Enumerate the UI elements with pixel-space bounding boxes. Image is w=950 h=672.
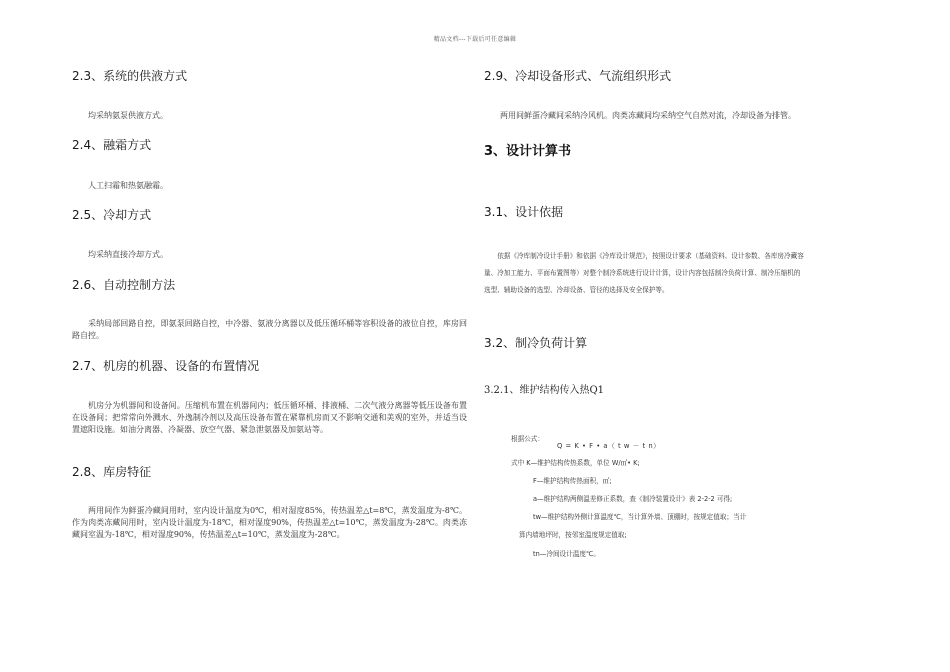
- formula-line: 式中 K—维护结构传热系数，单位 W/㎡• K;: [511, 459, 640, 467]
- paragraph-3-1: 依据《冷库制冷设计手册》和依据《冷库设计规范》，按照设计要求（基础资料、设计参数、各库房冷藏容量、冷加工能力、平面布置图等）对整个制冷系统进行设计计算，设计内容包括制冷负荷计算、制冷压缩机的选型、辅助设备的选型、冷却设备、管径的选择及安全保护等。: [484, 252, 804, 294]
- formula-label: 根据公式：: [511, 435, 544, 443]
- formula-line: tw—维护结构外侧计算温度℃，当计算外墙、顶棚时，按规定值取；当计: [533, 513, 747, 521]
- heading-3: 3、设计计算书: [484, 144, 572, 159]
- page-header-watermark: 精品文档---下载后可任意编辑: [433, 36, 517, 43]
- formula-line: 算内墙地坪时，按邻室温度规定值取;: [519, 531, 627, 539]
- heading-2-5: 2.5、冷却方式: [72, 208, 152, 222]
- heading-2-6: 2.6、自动控制方法: [72, 278, 176, 292]
- heading-2-7: 2.7、机房的机器、设备的布置情况: [72, 359, 260, 373]
- heading-3-1: 3.1、设计依据: [484, 205, 564, 219]
- paragraph-2-9: 两用间鲜蛋冷藏间采纳冷风机。肉类冻藏间均采纳空气自然对流，冷却设备为排管。: [500, 111, 796, 120]
- paragraph-2-8: 两用间作为鲜蛋冷藏间用时，室内设计温度为0℃，相对湿度85%，传热温差△t=8℃，蒸发温度为-8℃。作为肉类冻藏间用时，室内设计温度为-18℃，相对湿度90%，传热温差△t=10℃，蒸发温度为-28℃。肉类冻藏间室温为-18℃，相对湿度90%，传热温差△t=10℃，蒸发温度为-28℃。: [72, 506, 467, 539]
- paragraph-2-5: 均采纳直接冷却方式。: [88, 250, 168, 259]
- heading-3-2: 3.2、制冷负荷计算: [484, 336, 588, 350]
- heading-2-4: 2.4、融霜方式: [72, 138, 152, 152]
- paragraph-2-7: 机房分为机器间和设备间。压缩机布置在机器间内；低压循环桶、排液桶、二次气液分离器等低压设备布置在设备间；把常常向外溅水、外逸制冷剂以及高压设备布置在紧靠机房而又不影响交通和美观的室外，并适当设置遮阳设施。如油分离器、冷凝器、放空气器、紧急泄氨器及加氨站等。: [72, 401, 467, 434]
- formula-line: a—维护结构两侧温差修正系数，查《制冷装置设计》表 2-2-2 可得;: [533, 495, 733, 503]
- heading-2-9: 2.9、冷却设备形式、气流组织形式: [484, 69, 672, 83]
- heading-2-3: 2.3、系统的供液方式: [72, 69, 188, 83]
- formula: Q = K • F • a（ t w － t n）: [557, 442, 661, 450]
- heading-2-8: 2.8、库房特征: [72, 465, 152, 479]
- formula-line: F—维护结构传热面积，㎡;: [533, 477, 612, 485]
- formula-line: tn—冷间设计温度℃。: [533, 550, 600, 558]
- heading-3-2-1: 3.2.1、维护结构传入热Q1: [484, 385, 605, 396]
- paragraph-2-6: 采纳局部回路自控，即氨泵回路自控，中冷器、氨液分离器以及低压循环桶等容积设备的液位自控，库房回路自控。: [72, 319, 467, 340]
- paragraph-2-3: 均采纳氨泵供液方式。: [88, 111, 168, 120]
- paragraph-2-4: 人工扫霜和热氨融霜。: [88, 181, 168, 190]
